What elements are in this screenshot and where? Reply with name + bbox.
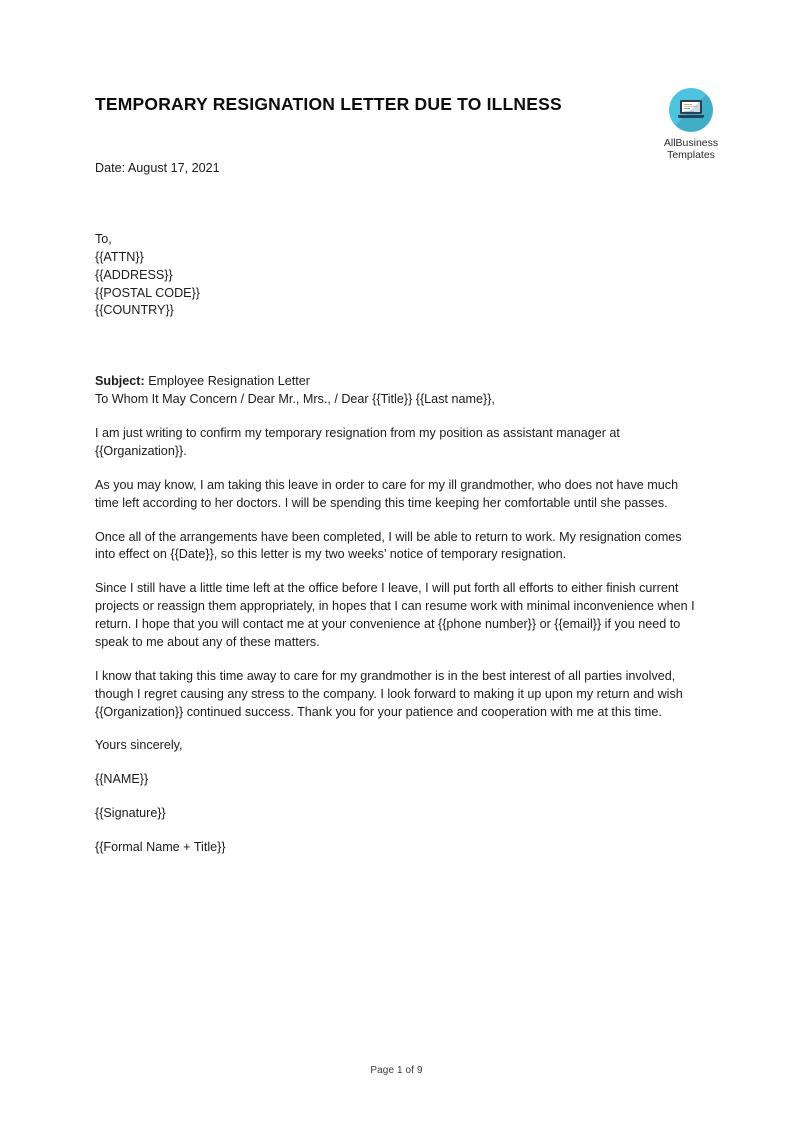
page-title: TEMPORARY RESIGNATION LETTER DUE TO ILLNESS bbox=[95, 94, 562, 114]
address-line: {{POSTAL CODE}} bbox=[95, 285, 200, 300]
brand-name bbox=[645, 137, 737, 162]
body-paragraph-1: I am just writing to confirm my temporary resignation from my position as assistant manager at {{Organization}}. bbox=[95, 426, 620, 458]
body-paragraph-2: As you may know, I am taking this leave in order to care for my ill grandmother, who does not have much time left according to her doctors. I will be spending this time keeping her comfortable until she passes. bbox=[95, 477, 679, 510]
document-footer bbox=[0, 1060, 793, 1078]
address-line: {{ATTN}} bbox=[95, 249, 144, 264]
page-number: Page 1 of 9 bbox=[370, 1065, 423, 1076]
signer-name: {{NAME}} bbox=[95, 772, 149, 787]
brand-logo bbox=[645, 88, 737, 162]
subject-line bbox=[95, 373, 705, 391]
address-line: To, bbox=[95, 231, 112, 246]
body-paragraph-4: Since I still have a little time left at the office before I leave, I will put forth all efforts to either finish current projects or reassign them appropriately, in hopes that I can resume work with minimal inconvenience when I return. I hope that you will contact me at your convenience at {{phone number}} or {{email}} if you need to speak to me about any of these matters. bbox=[95, 581, 695, 649]
address-line: {{COUNTRY}} bbox=[95, 303, 174, 318]
brand-name-line1: AllBusiness bbox=[663, 137, 719, 149]
closing-salutation: Yours sincerely, bbox=[95, 738, 183, 753]
recipient-address-block bbox=[95, 231, 705, 320]
logo-long-shadow bbox=[669, 88, 713, 132]
body-paragraph-5: I know that taking this time away to care for my grandmother is in the best interest of all parties involved, though I regret causing any stress to the company. I look forward to making it up upon my return and wish {{Organization}} continued success. Thank you for your patience and cooperation with me at this time. bbox=[95, 668, 683, 719]
formal-name-title: {{Formal Name + Title}} bbox=[95, 840, 226, 854]
subject-label: Subject: bbox=[95, 374, 145, 389]
letter-body bbox=[95, 160, 705, 857]
logo-circle bbox=[669, 88, 713, 132]
body-paragraph-3: Once all of the arrangements have been completed, I will be able to return to work. My resignation comes into effect on {{Date}}, so this letter is my two weeks’ notice of temporary resignation. bbox=[95, 529, 682, 562]
salutation: To Whom It May Concern / Dear Mr., Mrs., / Dear {{Title}} {{Last name}}, bbox=[95, 392, 495, 407]
subject-text: Employee Resignation Letter bbox=[148, 374, 310, 389]
signature-placeholder: {{Signature}} bbox=[95, 806, 166, 821]
letter-date: Date: August 17, 2021 bbox=[95, 161, 220, 175]
address-line: {{ADDRESS}} bbox=[95, 267, 173, 282]
brand-name-line2: Templates bbox=[667, 149, 715, 162]
